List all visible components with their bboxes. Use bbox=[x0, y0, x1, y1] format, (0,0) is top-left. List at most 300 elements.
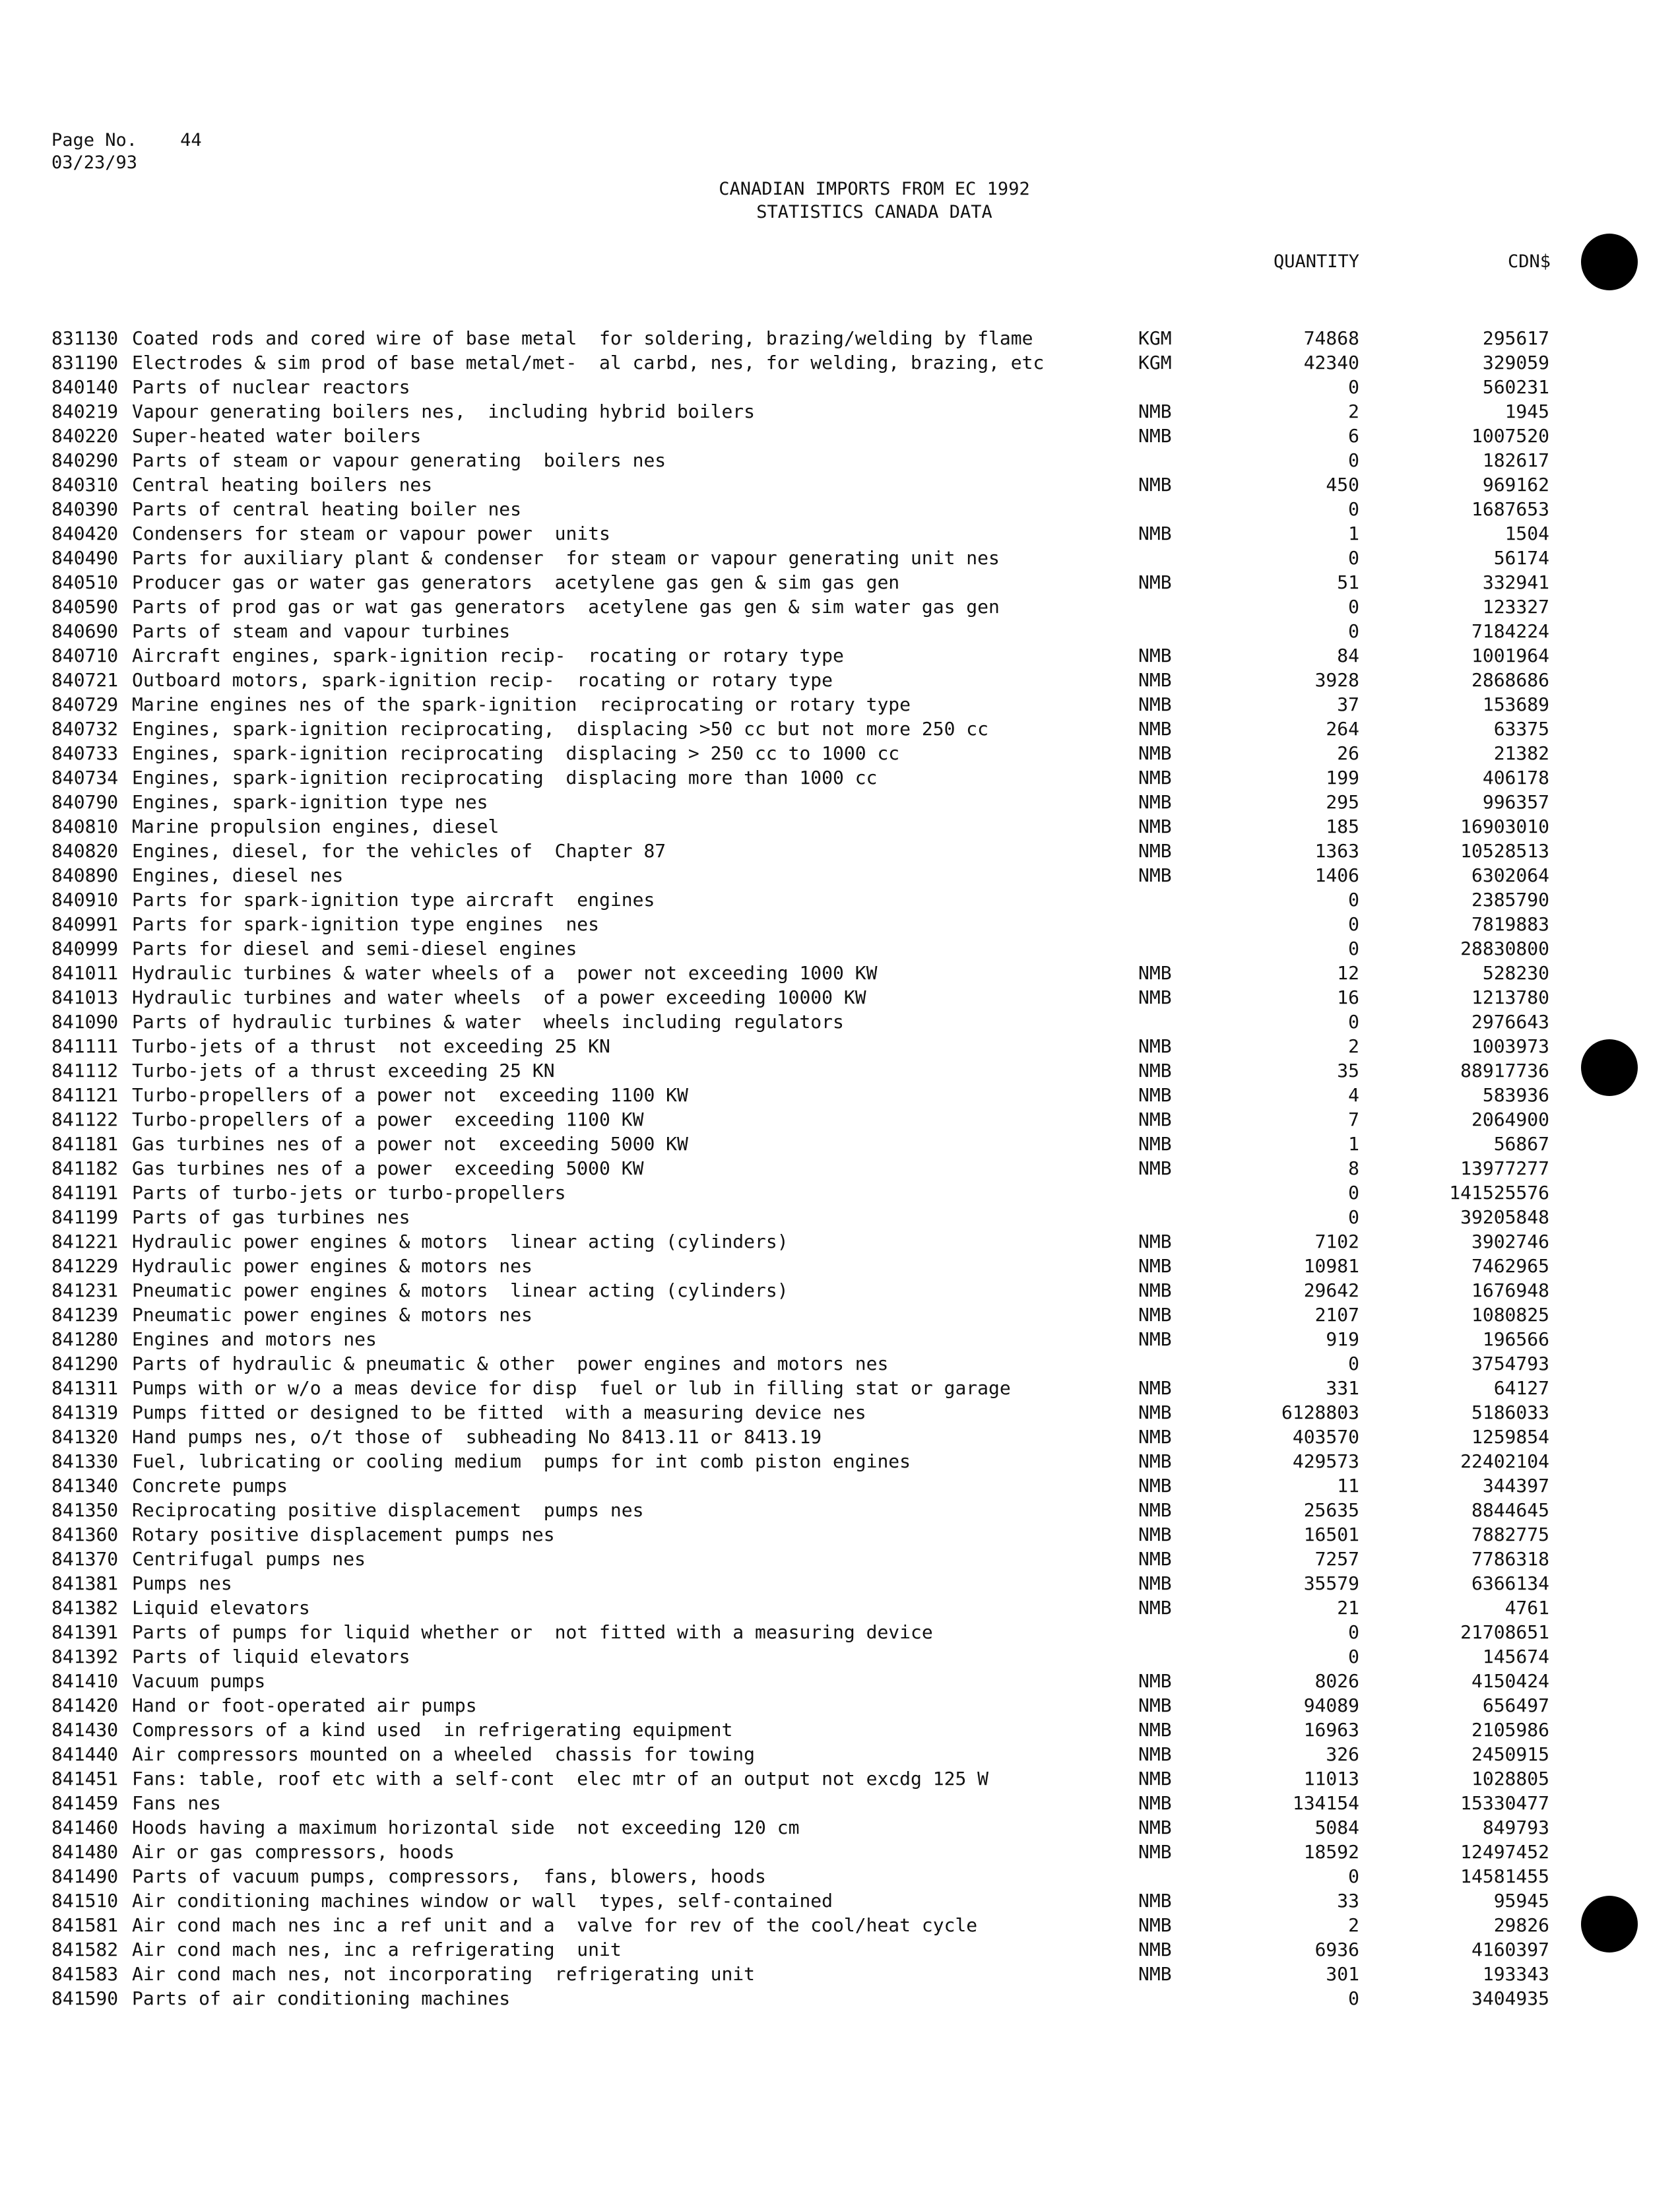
cdn-value: 4150424 bbox=[1471, 1670, 1549, 1692]
commodity-code: 841459 bbox=[51, 1792, 119, 1814]
unit-of-measure: NMB bbox=[1138, 474, 1172, 496]
table-row bbox=[0, 1669, 1680, 1693]
commodity-description: Parts for spark-ignition type engines nes bbox=[132, 913, 600, 935]
commodity-description: Engines, spark-ignition reciprocating displacing more than 1000 cc bbox=[132, 767, 878, 789]
table-row bbox=[0, 1400, 1680, 1425]
quantity-value: 2 bbox=[1348, 1035, 1359, 1057]
table-row bbox=[0, 497, 1680, 521]
quantity-value: 10981 bbox=[1303, 1255, 1359, 1277]
commodity-code: 841239 bbox=[51, 1304, 119, 1326]
commodity-description: Parts of prod gas or wat gas generators acetylene gas gen & sim water gas gen bbox=[132, 596, 1000, 618]
commodity-description: Hydraulic turbines and water wheels of a power exceeding 10000 KW bbox=[132, 986, 866, 1008]
cdn-value: 141525576 bbox=[1449, 1182, 1549, 1204]
quantity-value: 0 bbox=[1348, 449, 1359, 471]
unit-of-measure: NMB bbox=[1138, 962, 1172, 984]
commodity-description: Parts for diesel and semi-diesel engines bbox=[132, 938, 577, 959]
commodity-code: 831190 bbox=[51, 352, 119, 373]
commodity-description: Rotary positive displacement pumps nes bbox=[132, 1524, 555, 1545]
cdn-value: 656497 bbox=[1482, 1694, 1549, 1716]
quantity-value: 326 bbox=[1326, 1743, 1359, 1765]
table-row bbox=[0, 1522, 1680, 1547]
commodity-code: 841420 bbox=[51, 1694, 119, 1716]
unit-of-measure: NMB bbox=[1138, 1035, 1172, 1057]
quantity-value: 0 bbox=[1348, 938, 1359, 959]
unit-of-measure: KGM bbox=[1138, 327, 1172, 349]
commodity-description: Producer gas or water gas generators acetylene gas gen & sim gas gen bbox=[132, 571, 900, 593]
cdn-value: 153689 bbox=[1482, 694, 1549, 715]
unit-of-measure: NMB bbox=[1138, 1402, 1172, 1423]
unit-of-measure: NMB bbox=[1138, 645, 1172, 666]
commodity-code: 841221 bbox=[51, 1231, 119, 1252]
cdn-value: 7882775 bbox=[1471, 1524, 1549, 1545]
quantity-value: 0 bbox=[1348, 1353, 1359, 1374]
commodity-code: 840790 bbox=[51, 791, 119, 813]
table-row bbox=[0, 1254, 1680, 1278]
commodity-code: 840734 bbox=[51, 767, 119, 789]
commodity-code: 841510 bbox=[51, 1890, 119, 1912]
commodity-description: Pneumatic power engines & motors linear acting (cylinders) bbox=[132, 1279, 789, 1301]
column-header-quantity: QUANTITY bbox=[1273, 251, 1359, 272]
table-row bbox=[0, 1205, 1680, 1229]
commodity-code: 841011 bbox=[51, 962, 119, 984]
quantity-value: 6 bbox=[1348, 425, 1359, 447]
cdn-value: 15330477 bbox=[1460, 1792, 1549, 1814]
punch-hole-top bbox=[1581, 234, 1638, 290]
unit-of-measure: NMB bbox=[1138, 1255, 1172, 1277]
commodity-description: Parts of steam and vapour turbines bbox=[132, 620, 511, 642]
unit-of-measure: NMB bbox=[1138, 1670, 1172, 1692]
cdn-value: 182617 bbox=[1482, 449, 1549, 471]
table-row bbox=[0, 643, 1680, 668]
quantity-value: 1363 bbox=[1314, 840, 1359, 862]
cdn-value: 8844645 bbox=[1471, 1499, 1549, 1521]
commodity-code: 841582 bbox=[51, 1939, 119, 1960]
cdn-value: 28830800 bbox=[1460, 938, 1549, 959]
quantity-value: 7102 bbox=[1314, 1231, 1359, 1252]
table-row bbox=[0, 1303, 1680, 1327]
cdn-value: 21382 bbox=[1493, 742, 1549, 764]
cdn-value: 145674 bbox=[1482, 1646, 1549, 1667]
unit-of-measure: NMB bbox=[1138, 1914, 1172, 1936]
cdn-value: 95945 bbox=[1493, 1890, 1549, 1912]
cdn-value: 2064900 bbox=[1471, 1109, 1549, 1130]
table-row bbox=[0, 1473, 1680, 1498]
commodity-description: Compressors of a kind used in refrigerating equipment bbox=[132, 1719, 733, 1741]
cdn-value: 6366134 bbox=[1471, 1572, 1549, 1594]
table-row bbox=[0, 375, 1680, 399]
commodity-code: 841381 bbox=[51, 1572, 119, 1594]
table-row bbox=[0, 1351, 1680, 1376]
unit-of-measure: NMB bbox=[1138, 791, 1172, 813]
unit-of-measure: NMB bbox=[1138, 1109, 1172, 1130]
commodity-description: Parts of pumps for liquid whether or not fitted with a measuring device bbox=[132, 1621, 933, 1643]
cdn-value: 7786318 bbox=[1471, 1548, 1549, 1570]
commodity-code: 841392 bbox=[51, 1646, 119, 1667]
table-row bbox=[0, 1034, 1680, 1058]
quantity-value: 134154 bbox=[1292, 1792, 1359, 1814]
commodity-code: 840690 bbox=[51, 620, 119, 642]
commodity-description: Engines, spark-ignition reciprocating displacing > 250 cc to 1000 cc bbox=[132, 742, 900, 764]
commodity-description: Parts of air conditioning machines bbox=[132, 1987, 511, 2009]
quantity-value: 84 bbox=[1337, 645, 1359, 666]
cdn-value: 1504 bbox=[1504, 523, 1549, 544]
cdn-value: 2385790 bbox=[1471, 889, 1549, 911]
table-row bbox=[0, 1888, 1680, 1913]
table-row bbox=[0, 1718, 1680, 1742]
table-row bbox=[0, 790, 1680, 814]
quantity-value: 0 bbox=[1348, 498, 1359, 520]
commodity-description: Pumps nes bbox=[132, 1572, 232, 1594]
commodity-code: 841090 bbox=[51, 1011, 119, 1033]
unit-of-measure: KGM bbox=[1138, 352, 1172, 373]
commodity-description: Air cond mach nes, not incorporating refrigerating unit bbox=[132, 1963, 756, 1985]
table-row bbox=[0, 1156, 1680, 1180]
cdn-value: 193343 bbox=[1482, 1963, 1549, 1985]
table-row bbox=[0, 863, 1680, 887]
unit-of-measure: NMB bbox=[1138, 864, 1172, 886]
commodity-code: 841191 bbox=[51, 1182, 119, 1204]
commodity-description: Vacuum pumps bbox=[132, 1670, 266, 1692]
quantity-value: 18592 bbox=[1303, 1841, 1359, 1863]
quantity-value: 6936 bbox=[1314, 1939, 1359, 1960]
table-row bbox=[0, 1376, 1680, 1400]
commodity-code: 841290 bbox=[51, 1353, 119, 1374]
quantity-value: 21 bbox=[1337, 1597, 1359, 1619]
table-row bbox=[0, 1620, 1680, 1644]
quantity-value: 450 bbox=[1326, 474, 1359, 496]
commodity-description: Engines, spark-ignition reciprocating, displacing >50 cc but not more 250 cc bbox=[132, 718, 989, 740]
quantity-value: 0 bbox=[1348, 596, 1359, 618]
commodity-description: Vapour generating boilers nes, including hybrid boilers bbox=[132, 401, 756, 422]
cdn-value: 332941 bbox=[1482, 571, 1549, 593]
commodity-code: 841480 bbox=[51, 1841, 119, 1863]
quantity-value: 0 bbox=[1348, 376, 1359, 398]
table-row bbox=[0, 1962, 1680, 1986]
commodity-description: Turbo-jets of a thrust not exceeding 25 KN bbox=[132, 1035, 610, 1057]
unit-of-measure: NMB bbox=[1138, 1084, 1172, 1106]
table-row bbox=[0, 521, 1680, 546]
quantity-value: 94089 bbox=[1303, 1694, 1359, 1716]
cdn-value: 6302064 bbox=[1471, 864, 1549, 886]
commodity-code: 841370 bbox=[51, 1548, 119, 1570]
cdn-value: 196566 bbox=[1482, 1328, 1549, 1350]
punch-hole-middle bbox=[1581, 1039, 1638, 1096]
unit-of-measure: NMB bbox=[1138, 1719, 1172, 1741]
quantity-value: 331 bbox=[1326, 1377, 1359, 1399]
commodity-description: Central heating boilers nes bbox=[132, 474, 433, 496]
cdn-value: 996357 bbox=[1482, 791, 1549, 813]
cdn-value: 13977277 bbox=[1460, 1157, 1549, 1179]
unit-of-measure: NMB bbox=[1138, 1328, 1172, 1350]
quantity-value: 74868 bbox=[1303, 327, 1359, 349]
commodity-code: 841280 bbox=[51, 1328, 119, 1350]
unit-of-measure: NMB bbox=[1138, 840, 1172, 862]
unit-of-measure: NMB bbox=[1138, 401, 1172, 422]
unit-of-measure: NMB bbox=[1138, 1939, 1172, 1960]
commodity-code: 840390 bbox=[51, 498, 119, 520]
cdn-value: 329059 bbox=[1482, 352, 1549, 373]
commodity-code: 841360 bbox=[51, 1524, 119, 1545]
commodity-description: Hoods having a maximum horizontal side not exceeding 120 cm bbox=[132, 1817, 800, 1838]
commodity-code: 840590 bbox=[51, 596, 119, 618]
commodity-description: Gas turbines nes of a power exceeding 5000 KW bbox=[132, 1157, 644, 1179]
table-row bbox=[0, 1449, 1680, 1473]
table-row bbox=[0, 1010, 1680, 1034]
table-row bbox=[0, 472, 1680, 497]
commodity-code: 840220 bbox=[51, 425, 119, 447]
quantity-value: 0 bbox=[1348, 620, 1359, 642]
commodity-code: 840710 bbox=[51, 645, 119, 666]
quantity-value: 1 bbox=[1348, 1133, 1359, 1155]
quantity-value: 0 bbox=[1348, 1646, 1359, 1667]
commodity-description: Parts of central heating boiler nes bbox=[132, 498, 522, 520]
commodity-code: 840910 bbox=[51, 889, 119, 911]
cdn-value: 1001964 bbox=[1471, 645, 1549, 666]
quantity-value: 919 bbox=[1326, 1328, 1359, 1350]
report-subtitle: STATISTICS CANADA DATA bbox=[756, 202, 992, 222]
cdn-value: 849793 bbox=[1482, 1817, 1549, 1838]
cdn-value: 39205848 bbox=[1460, 1206, 1549, 1228]
commodity-description: Air or gas compressors, hoods bbox=[132, 1841, 455, 1863]
unit-of-measure: NMB bbox=[1138, 1304, 1172, 1326]
table-row bbox=[0, 961, 1680, 985]
table-row bbox=[0, 1791, 1680, 1815]
quantity-value: 8026 bbox=[1314, 1670, 1359, 1692]
commodity-code: 841229 bbox=[51, 1255, 119, 1277]
table-row bbox=[0, 1547, 1680, 1571]
table-row bbox=[0, 1815, 1680, 1840]
commodity-description: Hydraulic power engines & motors linear acting (cylinders) bbox=[132, 1231, 789, 1252]
unit-of-measure: NMB bbox=[1138, 1841, 1172, 1863]
quantity-value: 16 bbox=[1337, 986, 1359, 1008]
cdn-value: 12497452 bbox=[1460, 1841, 1549, 1863]
cdn-value: 295617 bbox=[1482, 327, 1549, 349]
table-row bbox=[0, 399, 1680, 424]
unit-of-measure: NMB bbox=[1138, 1499, 1172, 1521]
commodity-description: Engines, diesel nes bbox=[132, 864, 344, 886]
table-row bbox=[0, 570, 1680, 595]
commodity-description: Electrodes & sim prod of base metal/met- al carbd, nes, for welding, brazing, etc bbox=[132, 352, 1045, 373]
cdn-value: 4160397 bbox=[1471, 1939, 1549, 1960]
commodity-description: Hand or foot-operated air pumps bbox=[132, 1694, 477, 1716]
commodity-code: 840721 bbox=[51, 669, 119, 691]
table-row bbox=[0, 1327, 1680, 1351]
cdn-value: 1080825 bbox=[1471, 1304, 1549, 1326]
commodity-description: Parts of liquid elevators bbox=[132, 1646, 410, 1667]
commodity-code: 840290 bbox=[51, 449, 119, 471]
commodity-description: Marine propulsion engines, diesel bbox=[132, 816, 500, 837]
quantity-value: 51 bbox=[1337, 571, 1359, 593]
quantity-value: 6128803 bbox=[1281, 1402, 1359, 1423]
table-row bbox=[0, 1425, 1680, 1449]
table-row bbox=[0, 912, 1680, 936]
quantity-value: 12 bbox=[1337, 962, 1359, 984]
table-row bbox=[0, 692, 1680, 717]
report-title: CANADIAN IMPORTS FROM EC 1992 bbox=[719, 179, 1030, 199]
commodity-code: 841111 bbox=[51, 1035, 119, 1057]
cdn-value: 1028805 bbox=[1471, 1768, 1549, 1790]
commodity-description: Turbo-propellers of a power exceeding 1100 KW bbox=[132, 1109, 644, 1130]
cdn-value: 969162 bbox=[1482, 474, 1549, 496]
commodity-description: Parts of nuclear reactors bbox=[132, 376, 410, 398]
commodity-code: 840991 bbox=[51, 913, 119, 935]
unit-of-measure: NMB bbox=[1138, 1890, 1172, 1912]
table-row bbox=[0, 424, 1680, 448]
quantity-value: 1 bbox=[1348, 523, 1359, 544]
commodity-description: Parts of turbo-jets or turbo-propellers bbox=[132, 1182, 566, 1204]
commodity-description: Pumps fitted or designed to be fitted with a measuring device nes bbox=[132, 1402, 866, 1423]
cdn-value: 7819883 bbox=[1471, 913, 1549, 935]
commodity-description: Hand pumps nes, o/t those of subheading No 8413.11 or 8413.19 bbox=[132, 1426, 822, 1448]
cdn-value: 16903010 bbox=[1460, 816, 1549, 837]
commodity-code: 841112 bbox=[51, 1060, 119, 1081]
unit-of-measure: NMB bbox=[1138, 1963, 1172, 1985]
commodity-description: Engines, spark-ignition type nes bbox=[132, 791, 488, 813]
quantity-value: 199 bbox=[1326, 767, 1359, 789]
commodity-code: 841382 bbox=[51, 1597, 119, 1619]
unit-of-measure: NMB bbox=[1138, 1743, 1172, 1765]
cdn-value: 1676948 bbox=[1471, 1279, 1549, 1301]
commodity-code: 840490 bbox=[51, 547, 119, 569]
commodity-description: Turbo-jets of a thrust exceeding 25 KN bbox=[132, 1060, 555, 1081]
commodity-code: 840310 bbox=[51, 474, 119, 496]
commodity-code: 841320 bbox=[51, 1426, 119, 1448]
commodity-code: 841583 bbox=[51, 1963, 119, 1985]
unit-of-measure: NMB bbox=[1138, 1231, 1172, 1252]
quantity-value: 35579 bbox=[1303, 1572, 1359, 1594]
commodity-code: 841340 bbox=[51, 1475, 119, 1497]
table-row bbox=[0, 1107, 1680, 1132]
commodity-description: Concrete pumps bbox=[132, 1475, 288, 1497]
commodity-description: Aircraft engines, spark-ignition recip- rocating or rotary type bbox=[132, 645, 844, 666]
unit-of-measure: NMB bbox=[1138, 1475, 1172, 1497]
commodity-description: Marine engines nes of the spark-ignition reciprocating or rotary type bbox=[132, 694, 911, 715]
unit-of-measure: NMB bbox=[1138, 1768, 1172, 1790]
commodity-code: 841121 bbox=[51, 1084, 119, 1106]
quantity-value: 33 bbox=[1337, 1890, 1359, 1912]
table-row bbox=[0, 448, 1680, 472]
commodity-code: 841350 bbox=[51, 1499, 119, 1521]
cdn-value: 10528513 bbox=[1460, 840, 1549, 862]
quantity-value: 1406 bbox=[1314, 864, 1359, 886]
cdn-value: 5186033 bbox=[1471, 1402, 1549, 1423]
table-row bbox=[0, 1278, 1680, 1303]
commodity-description: Condensers for steam or vapour power units bbox=[132, 523, 610, 544]
table-row bbox=[0, 1742, 1680, 1766]
unit-of-measure: NMB bbox=[1138, 986, 1172, 1008]
commodity-code: 841460 bbox=[51, 1817, 119, 1838]
commodity-code: 841430 bbox=[51, 1719, 119, 1741]
unit-of-measure: NMB bbox=[1138, 1133, 1172, 1155]
cdn-value: 123327 bbox=[1482, 596, 1549, 618]
cdn-value: 29826 bbox=[1493, 1914, 1549, 1936]
commodity-code: 840420 bbox=[51, 523, 119, 544]
quantity-value: 29642 bbox=[1303, 1279, 1359, 1301]
quantity-value: 0 bbox=[1348, 1865, 1359, 1887]
commodity-code: 841391 bbox=[51, 1621, 119, 1643]
commodity-description: Centrifugal pumps nes bbox=[132, 1548, 366, 1570]
commodity-code: 840732 bbox=[51, 718, 119, 740]
table-row bbox=[0, 1693, 1680, 1718]
quantity-value: 26 bbox=[1337, 742, 1359, 764]
table-row bbox=[0, 1840, 1680, 1864]
commodity-code: 840810 bbox=[51, 816, 119, 837]
commodity-code: 841490 bbox=[51, 1865, 119, 1887]
cdn-value: 1213780 bbox=[1471, 986, 1549, 1008]
unit-of-measure: NMB bbox=[1138, 1694, 1172, 1716]
table-row bbox=[0, 1913, 1680, 1937]
quantity-value: 25635 bbox=[1303, 1499, 1359, 1521]
commodity-description: Outboard motors, spark-ignition recip- rocating or rotary type bbox=[132, 669, 833, 691]
table-row bbox=[0, 668, 1680, 692]
quantity-value: 7 bbox=[1348, 1109, 1359, 1130]
cdn-value: 1007520 bbox=[1471, 425, 1549, 447]
commodity-description: Parts for auxiliary plant & condenser for steam or vapour generating unit nes bbox=[132, 547, 1000, 569]
cdn-value: 64127 bbox=[1493, 1377, 1549, 1399]
commodity-description: Pneumatic power engines & motors nes bbox=[132, 1304, 533, 1326]
quantity-value: 35 bbox=[1337, 1060, 1359, 1081]
page-number: Page No. 44 bbox=[51, 130, 202, 150]
unit-of-measure: NMB bbox=[1138, 1279, 1172, 1301]
commodity-description: Air cond mach nes inc a ref unit and a valve for rev of the cool/heat cycle bbox=[132, 1914, 978, 1936]
table-row bbox=[0, 595, 1680, 619]
quantity-value: 16963 bbox=[1303, 1719, 1359, 1741]
unit-of-measure: NMB bbox=[1138, 669, 1172, 691]
table-row bbox=[0, 546, 1680, 570]
unit-of-measure: NMB bbox=[1138, 1157, 1172, 1179]
unit-of-measure: NMB bbox=[1138, 1060, 1172, 1081]
cdn-value: 3754793 bbox=[1471, 1353, 1549, 1374]
cdn-value: 1259854 bbox=[1471, 1426, 1549, 1448]
commodity-description: Coated rods and cored wire of base metal for soldering, brazing/welding by flame bbox=[132, 327, 1033, 349]
commodity-code: 841122 bbox=[51, 1109, 119, 1130]
commodity-code: 840510 bbox=[51, 571, 119, 593]
commodity-code: 841013 bbox=[51, 986, 119, 1008]
unit-of-measure: NMB bbox=[1138, 1450, 1172, 1472]
commodity-description: Engines and motors nes bbox=[132, 1328, 377, 1350]
commodity-code: 840733 bbox=[51, 742, 119, 764]
table-row bbox=[0, 1766, 1680, 1791]
commodity-description: Parts of hydraulic & pneumatic & other power engines and motors nes bbox=[132, 1353, 889, 1374]
cdn-value: 1687653 bbox=[1471, 498, 1549, 520]
table-row bbox=[0, 717, 1680, 741]
commodity-code: 840999 bbox=[51, 938, 119, 959]
quantity-value: 8 bbox=[1348, 1157, 1359, 1179]
commodity-code: 841410 bbox=[51, 1670, 119, 1692]
quantity-value: 2107 bbox=[1314, 1304, 1359, 1326]
commodity-code: 841581 bbox=[51, 1914, 119, 1936]
table-row bbox=[0, 936, 1680, 961]
quantity-value: 301 bbox=[1326, 1963, 1359, 1985]
cdn-value: 1003973 bbox=[1471, 1035, 1549, 1057]
commodity-description: Fans: table, roof etc with a self-cont elec mtr of an output not excdg 125 W bbox=[132, 1768, 989, 1790]
unit-of-measure: NMB bbox=[1138, 1792, 1172, 1814]
cdn-value: 560231 bbox=[1482, 376, 1549, 398]
punch-hole-bottom bbox=[1581, 1896, 1638, 1952]
unit-of-measure: NMB bbox=[1138, 816, 1172, 837]
commodity-description: Hydraulic turbines & water wheels of a power not exceeding 1000 KW bbox=[132, 962, 878, 984]
cdn-value: 7184224 bbox=[1471, 620, 1549, 642]
table-row bbox=[0, 1498, 1680, 1522]
cdn-value: 1945 bbox=[1504, 401, 1549, 422]
quantity-value: 2 bbox=[1348, 401, 1359, 422]
quantity-value: 7257 bbox=[1314, 1548, 1359, 1570]
commodity-code: 841330 bbox=[51, 1450, 119, 1472]
table-row bbox=[0, 350, 1680, 375]
unit-of-measure: NMB bbox=[1138, 1597, 1172, 1619]
cdn-value: 21708651 bbox=[1460, 1621, 1549, 1643]
unit-of-measure: NMB bbox=[1138, 718, 1172, 740]
